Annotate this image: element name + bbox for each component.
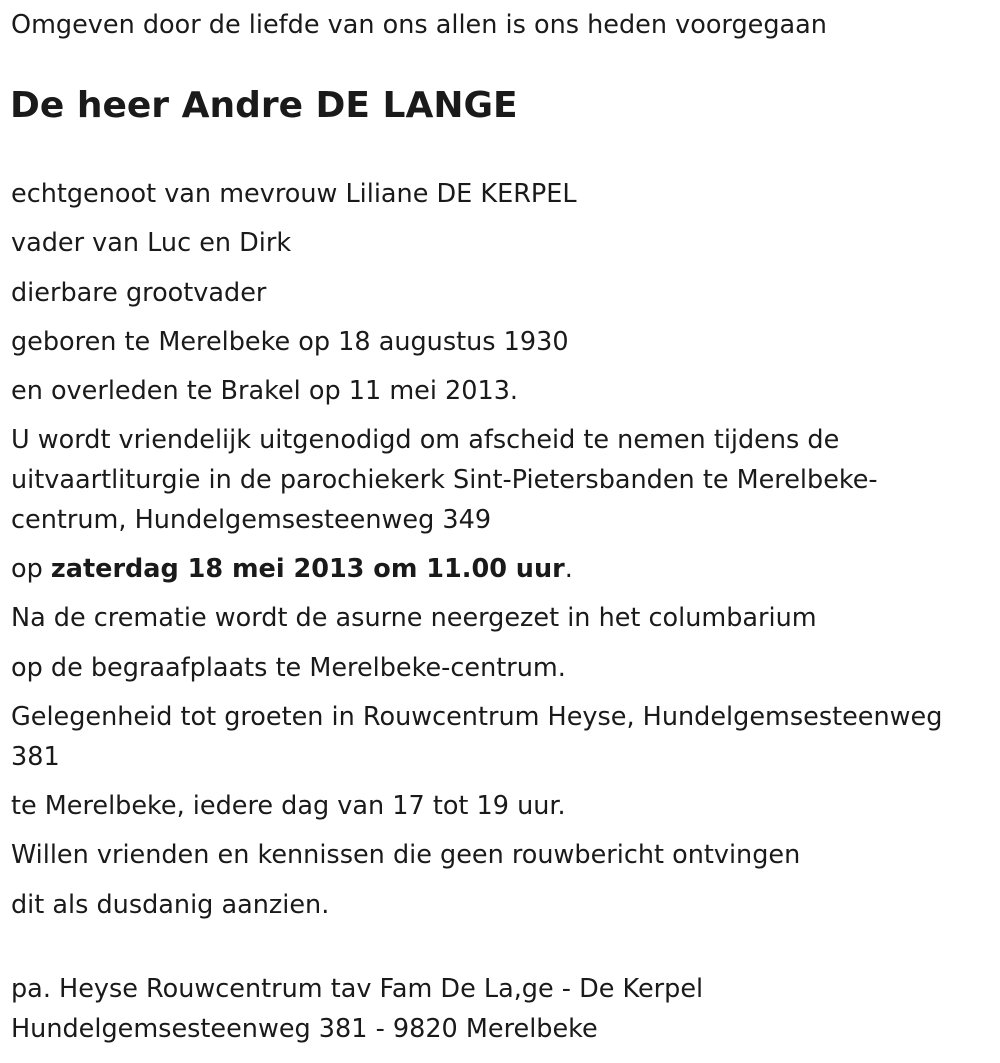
- greeting-line-2: 381: [11, 741, 60, 772]
- contact-line-2: Hundelgemsesteenweg 381 - 9820 Merelbeke: [11, 1013, 598, 1044]
- deceased-name: De heer Andre DE LANGE: [10, 85, 518, 126]
- invitation-line-1: U wordt vriendelijk uitgenodigd om afscheid te nemen tijdens de: [11, 425, 840, 456]
- invitation-line-3: centrum, Hundelgemsesteenweg 349: [11, 504, 492, 535]
- contact-footer: [11, 970, 703, 1049]
- birth-line: geboren te Merelbeke op 18 augustus 1930: [11, 326, 569, 357]
- invitation-line-2: uitvaartliturgie in de parochiekerk Sint-Pietersbanden te Merelbeke-: [11, 465, 878, 496]
- ceremony-date: zaterdag 18 mei 2013 om 11.00 uur: [50, 554, 565, 585]
- greeting-hours-line: te Merelbeke, iedere dag van 17 tot 19 uur.: [11, 791, 566, 822]
- spouse-line: echtgenoot van mevrouw Liliane DE KERPEL: [11, 179, 577, 209]
- friends-line-1: Willen vrienden en kennissen die geen rouwbericht ontvingen: [11, 840, 801, 871]
- grandfather-line: dierbare grootvader: [11, 277, 267, 308]
- death-line: en overleden te Brakel op 11 mei 2013.: [11, 376, 519, 407]
- ceremony-date-line: [11, 550, 996, 590]
- intro-text: Omgeven door de liefde van ons allen is ons heden voorgegaan: [11, 10, 827, 40]
- father-line: vader van Luc en Dirk: [11, 228, 292, 259]
- cremation-line-1: Na de crematie wordt de asurne neergezet in het columbarium: [11, 603, 817, 634]
- cremation-line-2: op de begraafplaats te Merelbeke-centrum.: [11, 652, 566, 683]
- contact-line-1: pa. Heyse Rouwcentrum tav Fam De La,ge - De Kerpel: [11, 974, 704, 1004]
- date-suffix: .: [564, 554, 573, 585]
- date-prefix: op: [11, 554, 51, 585]
- greeting-line-1: Gelegenheid tot groeten in Rouwcentrum Heyse, Hundelgemsesteenweg: [11, 702, 943, 733]
- invitation-paragraph: [11, 421, 996, 540]
- greeting-paragraph: [11, 698, 996, 777]
- friends-line-2: dit als dusdanig aanzien.: [11, 889, 330, 920]
- obituary-body: [11, 175, 996, 935]
